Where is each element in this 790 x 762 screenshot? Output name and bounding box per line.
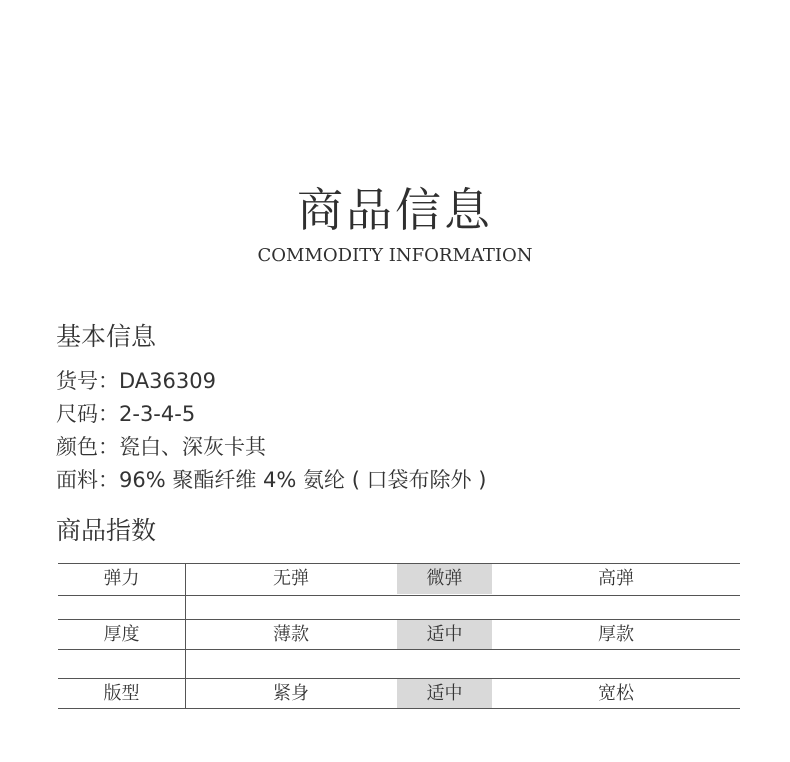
- page-title: 商品信息: [297, 183, 493, 237]
- option-cell-selected: 适中: [397, 620, 492, 649]
- info-item-fabric: [56, 466, 486, 494]
- row-label-elasticity: 弹力: [103, 568, 140, 589]
- row-label-fit: 版型: [103, 683, 140, 704]
- spec-index-table: [58, 563, 740, 709]
- basic-info-heading: 基本信息: [56, 322, 157, 351]
- table-rule: [58, 595, 740, 596]
- option-cell: 宽松: [598, 683, 634, 704]
- option-cell-selected: 适中: [397, 679, 492, 708]
- info-label: 面料：: [56, 468, 119, 492]
- row-label-thickness: 厚度: [103, 624, 140, 645]
- option-cell: 高弹: [598, 568, 634, 589]
- info-label: 颜色：: [56, 435, 119, 459]
- info-item-size: [56, 400, 195, 428]
- info-item-sku: [56, 367, 216, 395]
- page-subtitle: COMMODITY INFORMATION: [257, 245, 533, 266]
- info-value: 96% 聚酯纤维 4% 氨纶 ( 口袋布除外 ): [119, 468, 487, 492]
- option-cell-selected: 微弹: [397, 564, 492, 594]
- info-value: DA36309: [119, 369, 216, 393]
- info-value: 2-3-4-5: [119, 402, 196, 426]
- info-item-color: [56, 433, 266, 461]
- info-label: 货号：: [56, 369, 119, 393]
- option-cell: 无弹: [273, 568, 309, 589]
- info-label: 尺码：: [56, 402, 119, 426]
- option-cell: 厚款: [598, 624, 634, 645]
- info-value: 瓷白、深灰卡其: [119, 435, 266, 459]
- option-cell: 薄款: [273, 624, 309, 645]
- index-heading: 商品指数: [56, 516, 157, 545]
- option-cell: 紧身: [273, 683, 309, 704]
